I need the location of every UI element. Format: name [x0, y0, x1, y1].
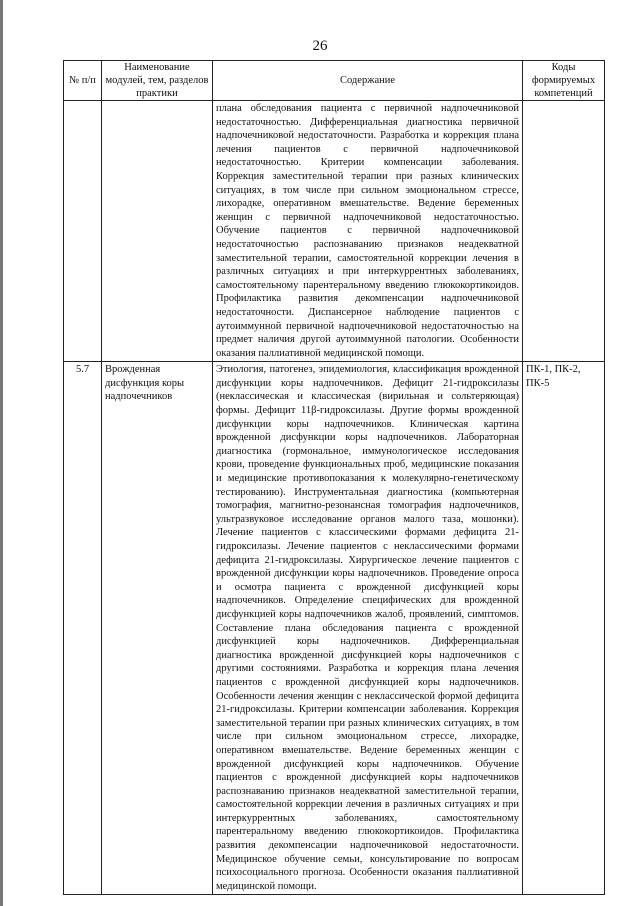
row-competency-codes: ПК-1, ПК-2, ПК-5 — [523, 362, 605, 895]
row-index — [64, 101, 102, 362]
header-name: Наименование модулей, тем, разделов практики — [102, 61, 213, 101]
row-content: Этиология, патогенез, эпидемиология, классификация врожденной дисфункции коры надпочечников. Дефицит 21-гидроксилазы (неклассическая и классическая (вирильная и сольтеряющая) формы. Дефицит 11β-гидроксилазы. Другие формы врожденной дисфункции коры надпочечников. Клиническая картина врожденной дисфункции коры надпочечников. Лабораторная диагностика (гормональное, иммунологическое исследования крови, проведение функциональных проб, медицинские показания и медицинские противопоказания к молекулярно-генетическому тестированию). Инструментальная диагностика (компьютерная томография, магнитно-резонансная томография надпочечников, ультразвуковое исследование органов малого таза, мошонки). Лечение пациентов с классическими формами дефицита 21-гидроксилазы. Лечение пациентов с неклассическими формами дефицита 21-гидроксилазы. Хирургическое лечение пациентов с врожденной дисфункции коры надпочечников. Проведение опроса и осмотра пациента с врожденной дисфункцией коры надпочечников. Определение специфических для врожденной дисфункцией коры надпочечников жалоб, проявлений, симптомов. Составление плана обследования пациента с врожденной дисфункцией коры надпочечников. Дифференциальная диагностика врожденной дисфункцией коры надпочечников с другими состояниями. Разработка и коррекция плана лечения пациентов с врожденной дисфункцией коры надпочечников. Особенности лечения женщин с неклассической формой дефицита 21-гидроксилазы. Критерии компенсации заболевания. Коррекция заместительной терапии при разных клинических ситуациях, в том числе при сильном эмоциональном стрессе, лихорадке, оперативном вмешательстве. Ведение беременных женщин с врожденной дисфункцией коры надпочечников. Обучение пациентов с врожденной дисфункцией коры надпочечников распознаванию признаков неадекватной заместительной терапии, самостоятельной коррекции лечения в различных ситуациях и при интеркуррентных заболеваниях, самостоятельному парентеральному введению глюкокортикоидов. Профилактика развития декомпенсации надпочечниковой недостаточности. Медицинское обучение семьи, консультирование по вопросам психосоциального прогноза. Особенности оказания паллиативной медицинской помощи. — [213, 362, 523, 895]
header-codes: Коды формируемых компетенций — [523, 61, 605, 101]
header-index: № п/п — [64, 61, 102, 101]
row-index: 5.7 — [64, 362, 102, 895]
table-row — [64, 101, 605, 362]
curriculum-table — [63, 60, 605, 895]
scan-edge — [0, 0, 3, 906]
row-module-name: Врожденная дисфункция коры надпочечников — [102, 362, 213, 895]
header-content: Содержание — [213, 61, 523, 101]
row-content: плана обследования пациента с первичной надпочечниковой недостаточностью. Дифференциальная диагностика первичной надпочечниковой недостаточности. Разработка и коррекция плана лечения пациентов с первичной надпочечниковой недостаточностью. Критерии компенсации заболевания. Коррекция заместительной терапии при разных клинических ситуациях, в том числе при сильном эмоциональном стрессе, лихорадке, оперативном вмешательстве. Ведение беременных женщин с первичной надпочечниковой недостаточностью. Обучение пациентов с первичной надпочечниковой недостаточностью распознаванию признаков неадекватной заместительной терапии, самостоятельной коррекции лечения в различных ситуациях и при интеркуррентных заболеваниях, самостоятельному парентеральному введению глюкокортикоидов. Профилактика развития декомпенсации надпочечниковой недостаточности. Диспансерное наблюдение пациентов с аутоиммунной первичной надпочечниковой недостаточностью на предмет наличия другой аутоиммунной патологии. Особенности оказания паллиативной медицинской помощи. — [213, 101, 523, 362]
row-competency-codes — [523, 101, 605, 362]
row-module-name — [102, 101, 213, 362]
table-row — [64, 362, 605, 895]
table-header-row — [64, 61, 605, 101]
page-number: 26 — [312, 38, 328, 54]
